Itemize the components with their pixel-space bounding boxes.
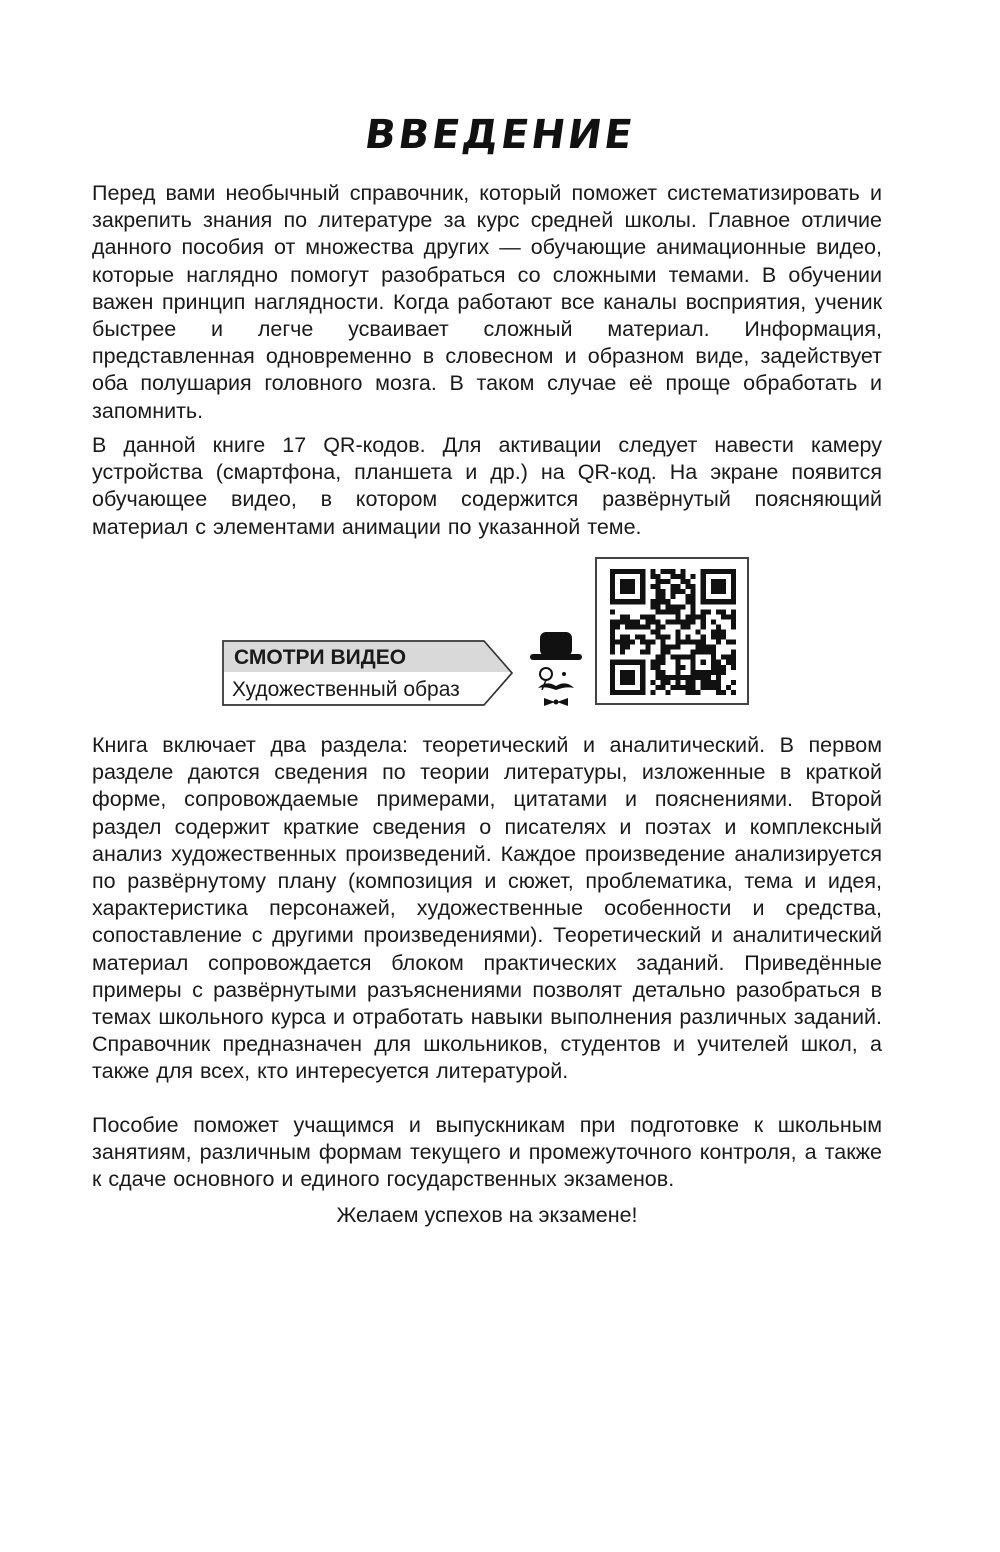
- intro-paragraph-1: [92, 180, 882, 425]
- intro-paragraph-4: [92, 1112, 882, 1194]
- intro-paragraph-3: [92, 732, 882, 1086]
- paragraph-text: Книга включает два раздела: теоретический и аналитический. В первом разделе даются сведения по теории литературы, изложенные в краткой форме, сопровождаемые примерами, цитатами и пояснениями. Второй раздел содержит краткие сведения о писателях и поэтах и комплексный анализ художественных произведений. Каждое произведение анализируется по развёрнутому плану (композиция и сюжет, проблематика, тема и идея, характеристика персонажей, художественные особенности и средства, сопоставление с другими произведениями). Теоретический и аналитический материал сопровождается блоком практических заданий. Приведённые примеры с развёрнутыми разъяснениями позволят детально разобраться в темах школьного курса и отработать навыки выполнения различных заданий. Справочник предназначен для школьников, студентов и учителей школ, а также для всех, кто интересуется литературой.: [92, 733, 882, 1084]
- paragraph-text: Перед вами необычный справочник, который поможет систематизировать и закрепить знания по литературе за курс средней школы. Главное отличие данного пособия от множества других — обучающие анимационные видео, которые наглядно помогут разобраться со сложными темами. В обучении важен принцип наглядности. Когда работают все каналы восприятия, ученик быстрее и легче усваивает сложный материал. Информация, представленная одновременно в словесном и образном виде, задействует оба полушария головного мозга. В таком случае её проще обработать и запомнить.: [92, 181, 882, 423]
- qr-code-icon[interactable]: [595, 557, 749, 705]
- paragraph-text: В данной книге 17 QR-кодов. Для активации следует навести камеру устройства (смартфона, планшета и др.) на QR-код. На экране появится обучающее видео, в котором содержится развёрнутый поясняющий материал с элементами анимации по указанной теме.: [92, 433, 882, 539]
- watch-video-banner[interactable]: [222, 640, 514, 706]
- banner-label: СМОТРИ ВИДЕО: [234, 646, 407, 669]
- intro-paragraph-2: [92, 432, 882, 541]
- banner-topic: Художественный образ: [232, 678, 460, 701]
- paragraph-text: Пособие поможет учащимся и выпускникам при подготовке к школьным занятиям, различным формам текущего и промежуточного контроля, а также к сдаче основного и единого государственных экзаменов.: [92, 1113, 882, 1192]
- gentleman-mascot-icon: [528, 630, 584, 708]
- page-title: ВВЕДЕНИЕ: [362, 112, 638, 158]
- closing-wish: Желаем успехов на экзамене!: [336, 1203, 638, 1227]
